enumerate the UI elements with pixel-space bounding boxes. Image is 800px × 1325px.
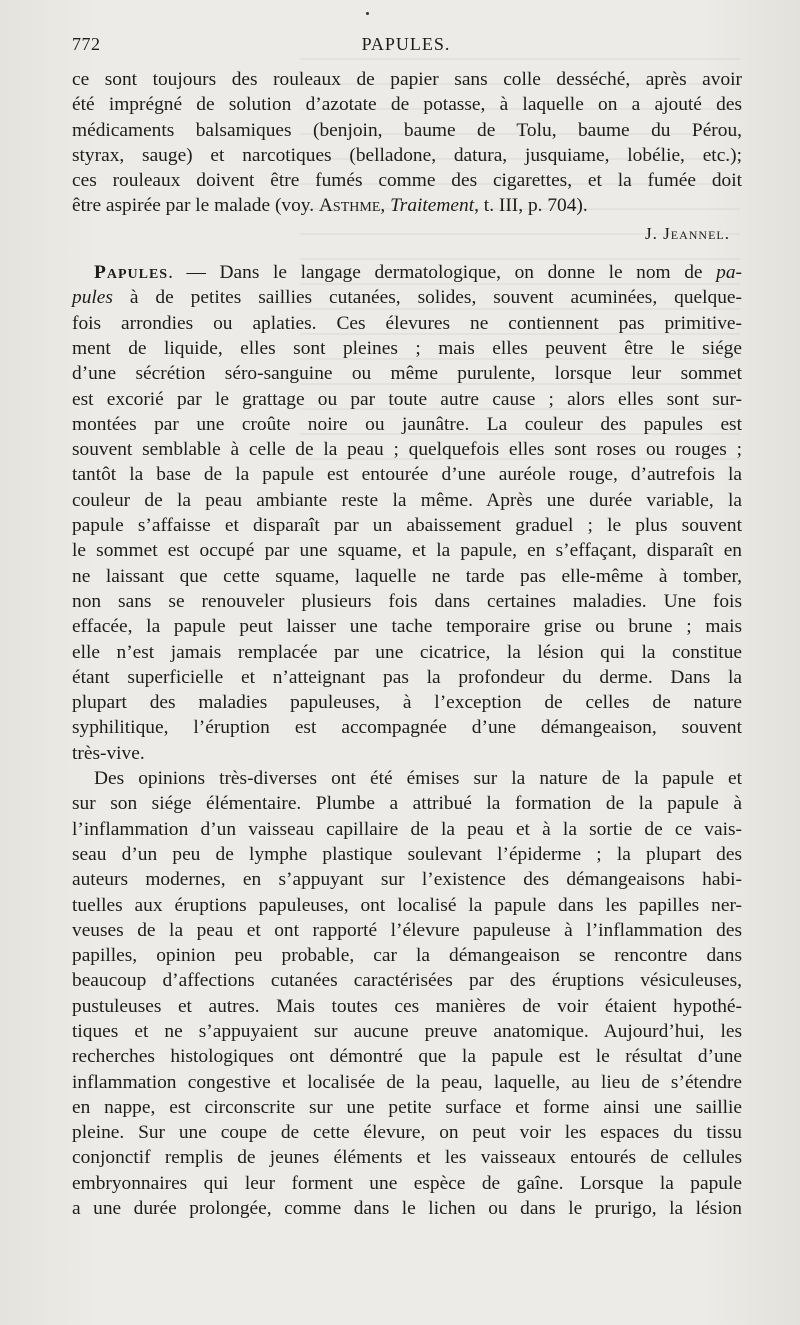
text-line: non sans se renouveler plusieurs fois dans certaines maladies. Une fois: [72, 590, 742, 612]
text-line: papule s’affaisse et disparaît par un abaissement graduel ; le plus souvent: [72, 515, 742, 537]
article-asthme-continuation: [72, 67, 742, 246]
text-line: très-vive.: [72, 742, 145, 764]
text-line: embryonnaires qui leur forment une espèce de gaîne. Lorsque la papule: [72, 1172, 742, 1194]
text-line: syphilitique, l’éruption est accompagnée d’une démangeaison, souvent: [72, 717, 742, 739]
ink-speck: [366, 12, 369, 15]
text-line: été imprégné de solution d’azotate de potasse, à laquelle on a ajouté des: [72, 94, 742, 116]
text-line: médicaments balsamiques (benjoin, baume de Tolu, baume du Pérou,: [72, 119, 742, 141]
text-line: ces rouleaux doivent être fumés comme des cigarettes, et la fumée doit: [72, 170, 742, 192]
entry-headword: Papules: [94, 262, 169, 284]
text-line: tantôt la base de la papule est entourée d’une auréole rouge, d’autrefois la: [72, 464, 742, 486]
emphasis: pa-: [716, 262, 742, 284]
text-fragment: être aspirée par le malade (voy.: [72, 195, 319, 217]
text-line: l’inflammation d’un vaisseau capillaire de la peau et à la sortie de ce vais-: [72, 818, 742, 840]
page-number: 772: [72, 34, 101, 54]
page-header: [72, 34, 740, 60]
text-line: pustuleuses et autres. Mais toutes ces manières de voir étaient hypothé-: [72, 995, 742, 1017]
cross-reference: Asthme: [318, 195, 381, 217]
text-line: en nappe, est circonscrite sur une petite surface et forme ainsi une saillie: [72, 1096, 742, 1118]
cross-reference-section: Traitement: [390, 195, 475, 217]
text-fragment: , t. III, p. 704).: [474, 195, 588, 217]
text-line: pleine. Sur une coupe de cette élevure, on peut voir les espaces du tissu: [72, 1122, 742, 1144]
text-line: couleur de la peau ambiante reste la même. Après une durée variable, la: [72, 489, 742, 511]
author-signature: [72, 221, 742, 246]
text-line: inflammation congestive et localisée de la peau, laquelle, au lieu de s’étendre: [72, 1071, 742, 1093]
signature-initial: J.: [645, 223, 664, 243]
text-line: le sommet est occupé par une squame, et la papule, en s’effaçant, disparaît en: [72, 540, 742, 562]
text-line: [72, 193, 742, 218]
text-line: tiques et ne s’appuyaient sur aucune preuve anatomique. Aujourd’hui, les: [72, 1020, 742, 1042]
article-papules: [72, 260, 742, 1221]
text-line: recherches histologiques ont démontré que la papule est le résultat d’une: [72, 1046, 742, 1068]
text-line: ne laissant que cette squame, laquelle ne tarde pas elle-même à tomber,: [72, 565, 742, 587]
text-line: papilles, opinion peu probable, car la démangeaison se rencontre dans: [72, 945, 742, 967]
signature-name: Jeannel: [663, 223, 725, 243]
signature-end: .: [724, 223, 730, 243]
text-line: ment de liquide, elles sont pleines ; mais elles peuvent être le siége: [72, 337, 742, 359]
text-line: plupart des maladies papuleuses, à l’exception de celles de nature: [72, 692, 742, 714]
text-line: Des opinions très-diverses ont été émises sur la nature de la papule et: [94, 768, 742, 790]
text-line: elle n’est jamais remplacée par une cicatrice, la lésion qui la constitue: [72, 641, 742, 663]
text-line: ce sont toujours des rouleaux de papier sans colle desséché, après avoir: [72, 69, 742, 90]
text-line: seau d’un peu de lymphe plastique soulevant l’épiderme ; la plupart des: [72, 843, 742, 865]
text-line: styrax, sauge) et narcotiques (belladone, datura, jusquiame, lobélie, etc.);: [72, 144, 742, 166]
text-line: est excorié par le grattage ou par toute autre cause ; alors elles sont sur-: [72, 388, 742, 410]
text-line: [72, 260, 742, 285]
text-fragment: à de petites saillies cutanées, solides, souvent acuminées, quelque-: [112, 287, 742, 309]
body-text: [72, 67, 742, 1221]
text-line: effacée, la papule peut laisser une tache temporaire grise ou brune ; mais: [72, 616, 742, 638]
text-fragment: . — Dans le langage dermatologique, on donne le nom de: [168, 262, 717, 284]
text-fragment: ,: [380, 195, 391, 217]
text-line: [72, 285, 742, 310]
text-line: beaucoup d’affections cutanées caractérisées par des éruptions vésiculeuses,: [72, 970, 742, 992]
text-line: souvent semblable à celle de la peau ; quelquefois elles sont roses ou rouges ;: [72, 439, 742, 461]
text-line: auteurs modernes, en s’appuyant sur l’existence des démangeaisons habi-: [72, 869, 742, 891]
text-line: veuses de la peau et ont rapporté l’élevure papuleuse à l’inflammation des: [72, 919, 742, 941]
text-line: d’une sécrétion séro-sanguine ou même purulente, lorsque leur sommet: [72, 363, 742, 385]
text-line: conjonctif remplis de jeunes éléments et les vaisseaux entourés de cellules: [72, 1147, 742, 1169]
text-line: fois arrondies ou aplaties. Ces élevures ne contiennent pas primitive-: [72, 312, 742, 334]
running-title: PAPULES.: [361, 34, 451, 54]
text-line: sur son siége élémentaire. Plumbe a attribué la formation de la papule à: [72, 793, 742, 815]
text-line: tuelles aux éruptions papuleuses, ont localisé la papule dans les papilles ner-: [72, 894, 742, 916]
text-line: montées par une croûte noire ou jaunâtre. La couleur des papules est: [72, 413, 742, 435]
text-line: étant superficielle et n’atteignant pas la profondeur du derme. Dans la: [72, 666, 742, 688]
text-line: a une durée prolongée, comme dans le lichen ou dans le prurigo, la lésion: [72, 1198, 742, 1220]
emphasis: pules: [72, 287, 113, 309]
